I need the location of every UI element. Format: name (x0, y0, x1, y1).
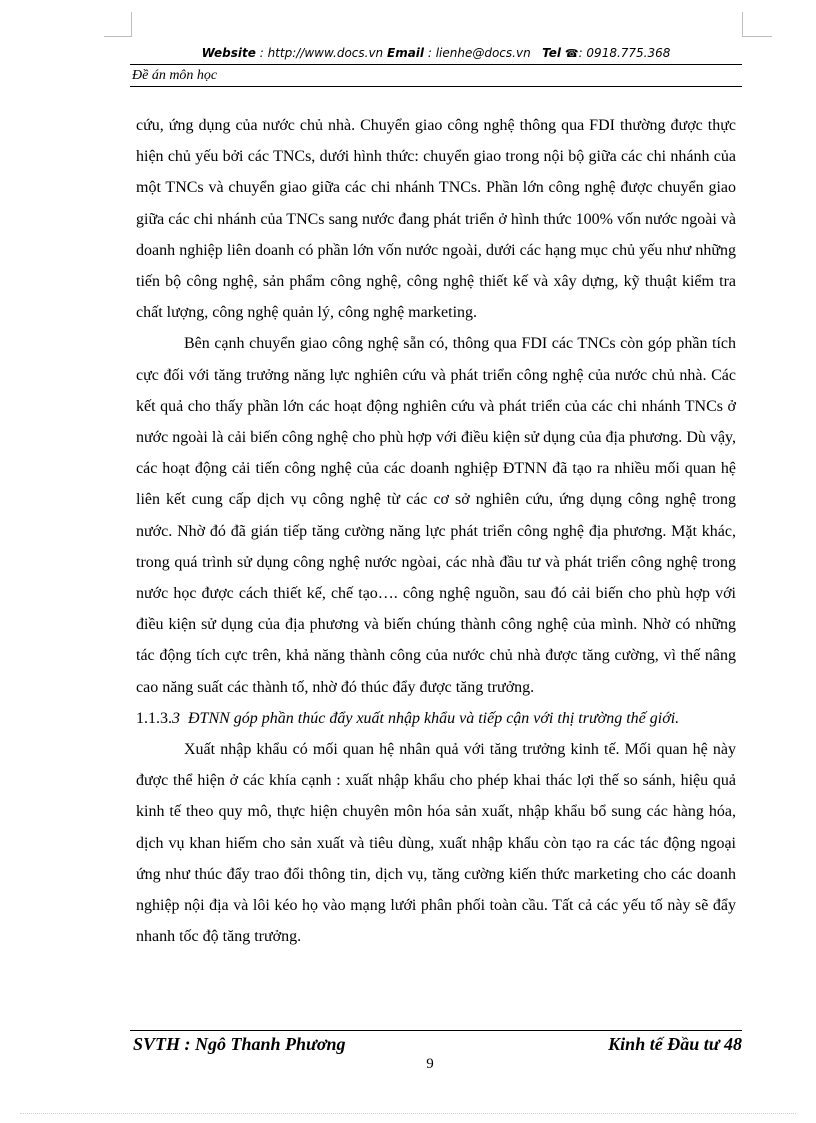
header-rule-top (130, 64, 742, 65)
section-number-suffix: 3 (172, 709, 180, 727)
crop-mark-top-right-vertical (742, 12, 743, 36)
email-label: Email (387, 46, 425, 60)
paragraph-2: Bên cạnh chuyển giao công nghệ sẵn có, thông qua FDI các TNCs còn góp phần tích cực đối với tăng trưởng năng lực nghiên cứu và phát triển công nghệ của nước chủ nhà. Các kết quả cho thấy phần lớn các hoạt động nghiên cứu và phát triển của các chi nhánh TNCs ở nước ngoài là cải biến công nghệ cho phù hợp với điều kiện sử dụng của địa phương. Dù vậy, các hoạt động cải tiến công nghệ của các doanh nghiệp ĐTNN đã tạo ra nhiều mối quan hệ liên kết cung cấp dịch vụ công nghệ từ các cơ sở nghiên cứu, ứng dụng công nghệ trong nước. Nhờ đó đã gián tiếp tăng cường năng lực phát triển công nghệ địa phương. Mặt khác, trong quá trình sử dụng công nghệ nước ngòai, các nhà đầu tư và phát triển công nghệ trong nước học được cách thiết kế, chế tạo…. công nghệ nguồn, sau đó cải biến cho phù hợp với điều kiện sử dụng của địa phương và biến chúng thành công nghệ của mình. Nhờ có những tác động tích cực trên, khả năng thành công của nước chủ nhà được tăng cường, vì thế nâng cao năng suất các thành tố, nhờ đó thúc đẩy được tăng trưởng. (136, 335, 736, 696)
email-address[interactable]: lienhe@docs.vn (435, 46, 531, 60)
website-url[interactable]: http://www.docs.vn (267, 46, 384, 60)
section-heading (136, 703, 736, 734)
paragraph-3: Xuất nhập khẩu có mối quan hệ nhân quả với tăng trưởng kinh tế. Mối quan hệ này được thể hiện ở các khía cạnh : xuất nhập khẩu cho phép khai thác lợi thế so sánh, hiệu quả kinh tế theo quy mô, thực hiện chuyên môn hóa sản xuất, nhập khẩu bổ sung các hàng hóa, dịch vụ khan hiếm cho sản xuất và tiêu dùng, xuất nhập khẩu còn tạo ra các tác động ngoại ứng như thúc đẩy trao đổi thông tin, dịch vụ, tăng cường kiến thức marketing cho các doanh nghiệp nội địa và lôi kéo họ vào mạng lưới phân phối toàn cầu. Tất cả các yếu tố này sẽ đẩy nhanh tốc độ tăng trưởng. (136, 741, 736, 946)
paragraph-1: cứu, ứng dụng của nước chủ nhà. Chuyển giao công nghệ thông qua FDI thường được thực hiện chủ yếu bởi các TNCs, dưới hình thức: chuyển giao trong nội bộ giữa các chi nhánh của một TNCs và chuyển giao giữa các chi nhánh TNCs. Phần lớn công nghệ được chuyển giao giữa các chi nhánh của TNCs sang nước đang phát triển ở hình thức 100% vốn nước ngoài và doanh nghiệp liên doanh có phần lớn vốn nước ngoài, dưới các hạng mục chủ yếu như những tiến bộ công nghệ, sản phẩm công nghệ, công nghệ thiết kế và xây dựng, kỹ thuật kiểm tra chất lượng, công nghệ quản lý, công nghệ marketing. (136, 117, 736, 322)
page-bottom-dotted-border (20, 1113, 796, 1114)
body-text (136, 110, 736, 952)
footer-major: Kinh tế Đầu tư 48 (608, 1034, 742, 1054)
crop-mark-top-right-horizontal (742, 36, 772, 37)
tel-label: Tel (542, 46, 562, 60)
footer-author: SVTH : Ngô Thanh Phương (133, 1034, 346, 1054)
crop-mark-top-left-vertical (131, 12, 132, 36)
footer-rule (130, 1030, 742, 1031)
email-separator: : (424, 46, 436, 60)
footer (133, 1034, 742, 1055)
section-title: ĐTNN góp phần thúc đẩy xuất nhập khẩu và tiếp cận với thị trường thế giới. (188, 709, 680, 727)
page-number: 9 (426, 1056, 434, 1072)
header-rule-bottom (130, 86, 742, 87)
document-title: Đề án môn học (132, 68, 218, 83)
website-contact-line (130, 46, 742, 60)
website-separator: : (255, 46, 268, 60)
section-number: 1.1.3. (136, 709, 172, 727)
tel-number: : 0918.775.368 (578, 46, 671, 60)
phone-icon: ☎ (564, 47, 579, 60)
crop-mark-top-left-horizontal (104, 36, 132, 37)
website-label: Website (201, 46, 256, 60)
